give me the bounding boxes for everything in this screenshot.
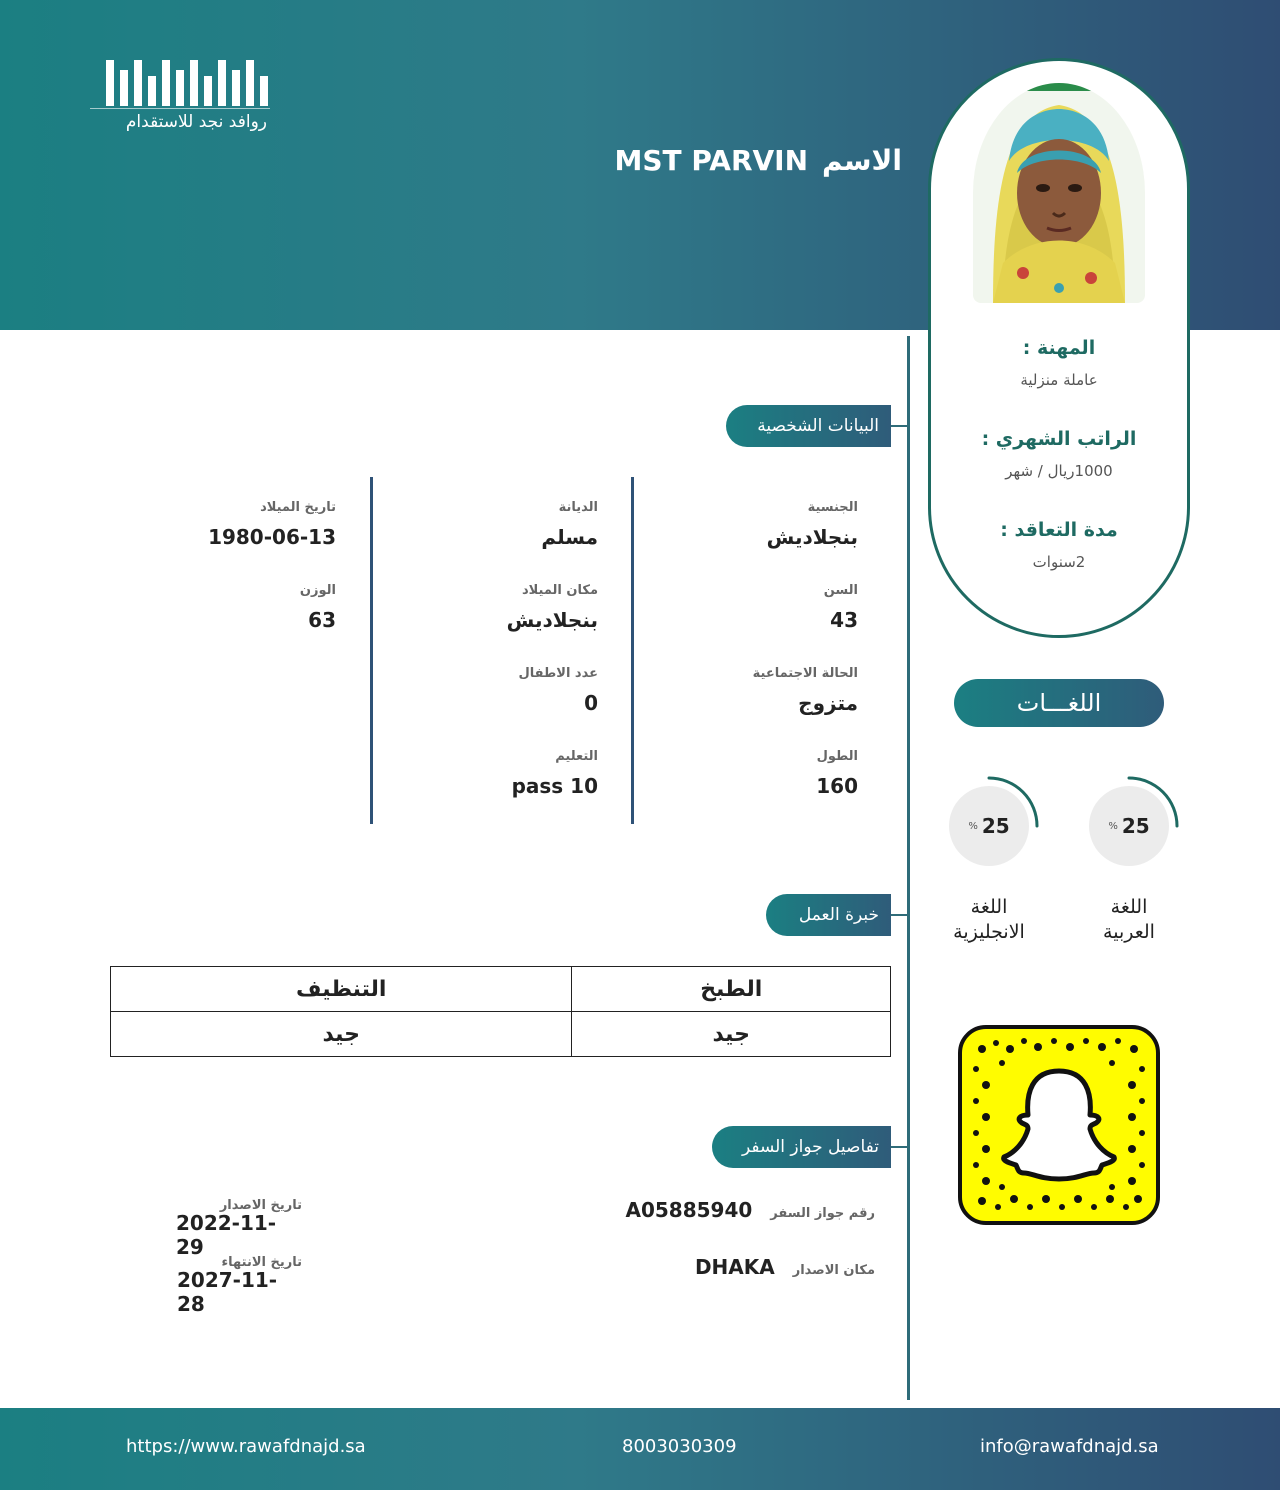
passport-number: رقم جواز السفر A05885940 <box>625 1198 875 1222</box>
section-experience-title: خبرة العمل <box>798 905 879 925</box>
snapchat-ghost-icon <box>962 1029 1156 1221</box>
table-row <box>111 967 891 1012</box>
gauge-value: 25 <box>1121 814 1150 838</box>
section-passport-title: تفاصيل جواز السفر <box>741 1137 879 1157</box>
language-name-arabic: اللغة العربية <box>1103 896 1155 943</box>
salary-label: الراتب الشهري : <box>981 428 1137 450</box>
section-experience-connector <box>891 914 907 916</box>
language-gauge-english <box>939 776 1039 876</box>
contract-value: 2سنوات <box>1032 553 1086 571</box>
languages-pill <box>954 679 1164 727</box>
gauge-percent-sign: % <box>1108 820 1118 832</box>
passport-expiry-date: تاريخ الانتهاء 2027-11-28 <box>177 1255 302 1316</box>
section-personal-connector <box>891 425 907 427</box>
profession-block <box>931 337 1187 389</box>
worker-photo <box>973 83 1145 303</box>
field-religion: الديانة مسلم <box>541 500 598 549</box>
footer-website-link[interactable]: https://www.rawafdnajd.sa <box>126 1436 366 1457</box>
logo-divider <box>90 108 270 109</box>
section-experience-pill <box>766 894 891 936</box>
name-label: الاسم <box>822 144 902 177</box>
skill-cleaning-level: جيد <box>111 1012 572 1057</box>
column-divider <box>370 477 373 824</box>
footer-bar <box>0 1408 1280 1490</box>
contract-label: مدة التعاقد : <box>1000 519 1118 541</box>
company-logo[interactable] <box>88 60 273 140</box>
section-passport-connector <box>891 1146 907 1148</box>
worker-name-row <box>614 144 902 177</box>
gauge-percent-sign: % <box>968 820 978 832</box>
languages-title: اللغـــات <box>1016 689 1102 717</box>
profile-card <box>928 58 1190 638</box>
field-children: عدد الاطفال 0 <box>518 666 598 715</box>
salary-value: 1000ريال / شهر <box>1005 462 1113 480</box>
passport-issue-date: تاريخ الاصدار 2022-11-29 <box>176 1198 302 1259</box>
skill-cooking-header: الطبخ <box>572 967 891 1012</box>
field-nationality: الجنسية بنجلاديش <box>766 500 858 549</box>
section-passport-pill <box>712 1126 891 1168</box>
logo-mark <box>88 60 273 106</box>
logo-text: روافد نجد للاستقدام <box>125 112 267 132</box>
experience-table <box>110 966 891 1057</box>
field-age: السن 43 <box>823 583 858 632</box>
profession-value: عاملة منزلية <box>1020 371 1098 389</box>
skill-cooking-level: جيد <box>572 1012 891 1057</box>
profession-label: المهنة : <box>1022 337 1096 359</box>
section-personal-title: البيانات الشخصية <box>757 416 879 436</box>
snapchat-code[interactable] <box>958 1025 1160 1225</box>
field-height: الطول 160 <box>816 749 858 798</box>
field-education: التعليم pass 10 <box>511 749 598 798</box>
passport-issue-place: مكان الاصدار DHAKA <box>694 1255 875 1279</box>
contract-block <box>931 519 1187 571</box>
footer-email-link[interactable]: info@rawafdnajd.sa <box>980 1436 1159 1457</box>
field-birthdate: تاريخ الميلاد 1980-06-13 <box>208 500 336 549</box>
language-gauge-arabic <box>1079 776 1179 876</box>
skill-cleaning-header: التنظيف <box>111 967 572 1012</box>
footer-phone-link[interactable]: 8003030309 <box>622 1436 737 1457</box>
field-birthplace: مكان الميلاد بنجلاديش <box>506 583 598 632</box>
section-personal-pill <box>726 405 891 447</box>
name-value: MST PARVIN <box>614 144 809 177</box>
salary-block <box>931 428 1187 480</box>
gauge-value: 25 <box>981 814 1010 838</box>
field-marital-status: الحالة الاجتماعية متزوج <box>752 666 858 715</box>
language-name-english: اللغة الانجليزية <box>953 896 1025 943</box>
field-weight: الوزن 63 <box>299 583 336 632</box>
table-row <box>111 1012 891 1057</box>
column-divider <box>631 477 634 824</box>
timeline-line <box>907 336 910 1400</box>
